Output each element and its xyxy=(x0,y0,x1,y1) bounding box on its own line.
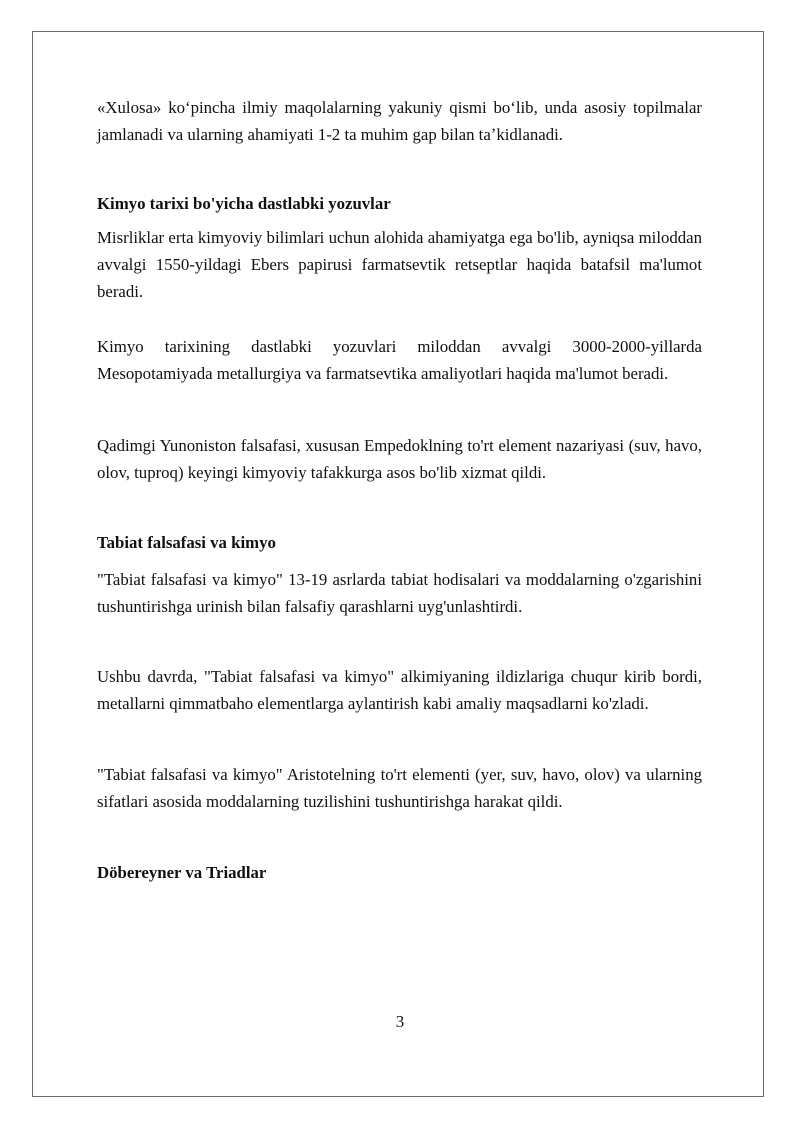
paragraph-natural-philosophy-2: Ushbu davrda, "Tabiat falsafasi va kimyo" alkimiyaning ildizlariga chuqur kirib bordi, metallarni qimmatbaho elementlarga aylantirish kabi amaliy maqsadlarni ko'zladi. xyxy=(97,667,702,713)
paragraph-egyptians: Misrliklar erta kimyoviy bilimlari uchun alohida ahamiyatga ega bo'lib, ayniqsa miloddan avvalgi 1550-yildagi Ebers papirusi farmatsevtik retseptlar haqida batafsil ma'lumot beradi. xyxy=(97,228,702,301)
paragraph-natural-philosophy-3: "Tabiat falsafasi va kimyo" Aristotelning to'rt elementi (yer, suv, havo, olov) va ularning sifatlari asosida moddalarning tuzilishini tushuntirishga harakat qildi. xyxy=(97,765,702,811)
paragraph-greek-philosophy: Qadimgi Yunoniston falsafasi, xususan Empedoklning to'rt element nazariyasi (suv, havo, olov, tuproq) keyingi kimyoviy tafakkurga asos bo'lib xizmat qildi. xyxy=(97,436,702,482)
page-number: 3 xyxy=(395,1012,405,1031)
paragraph-mesopotamia: Kimyo tarixining dastlabki yozuvlari miloddan avvalgi 3000-2000-yillarda Mesopotamiyada metallurgiya va farmatsevtika amaliyotlari haqida ma'lumot beradi. xyxy=(97,337,702,383)
section-heading-natural-philosophy: Tabiat falsafasi va kimyo xyxy=(97,533,276,552)
document-body xyxy=(97,94,702,886)
section-heading-dobereiner: Döbereyner va Triadlar xyxy=(97,863,267,882)
intro-paragraph: «Xulosa» koʻpincha ilmiy maqolalarning yakuniy qismi boʻlib, unda asosiy topilmalar jamlanadi va ularning ahamiyati 1-2 ta muhim gap bilan taʼkidlanadi. xyxy=(97,98,702,144)
section-heading-early-records: Kimyo tarixi bo'yicha dastlabki yozuvlar xyxy=(97,194,391,213)
paragraph-natural-philosophy-1: "Tabiat falsafasi va kimyo" 13-19 asrlarda tabiat hodisalari va moddalarning o'zgarishini tushuntirishga urinish bilan falsafiy qarashlarni uyg'unlashtirdi. xyxy=(97,570,702,616)
